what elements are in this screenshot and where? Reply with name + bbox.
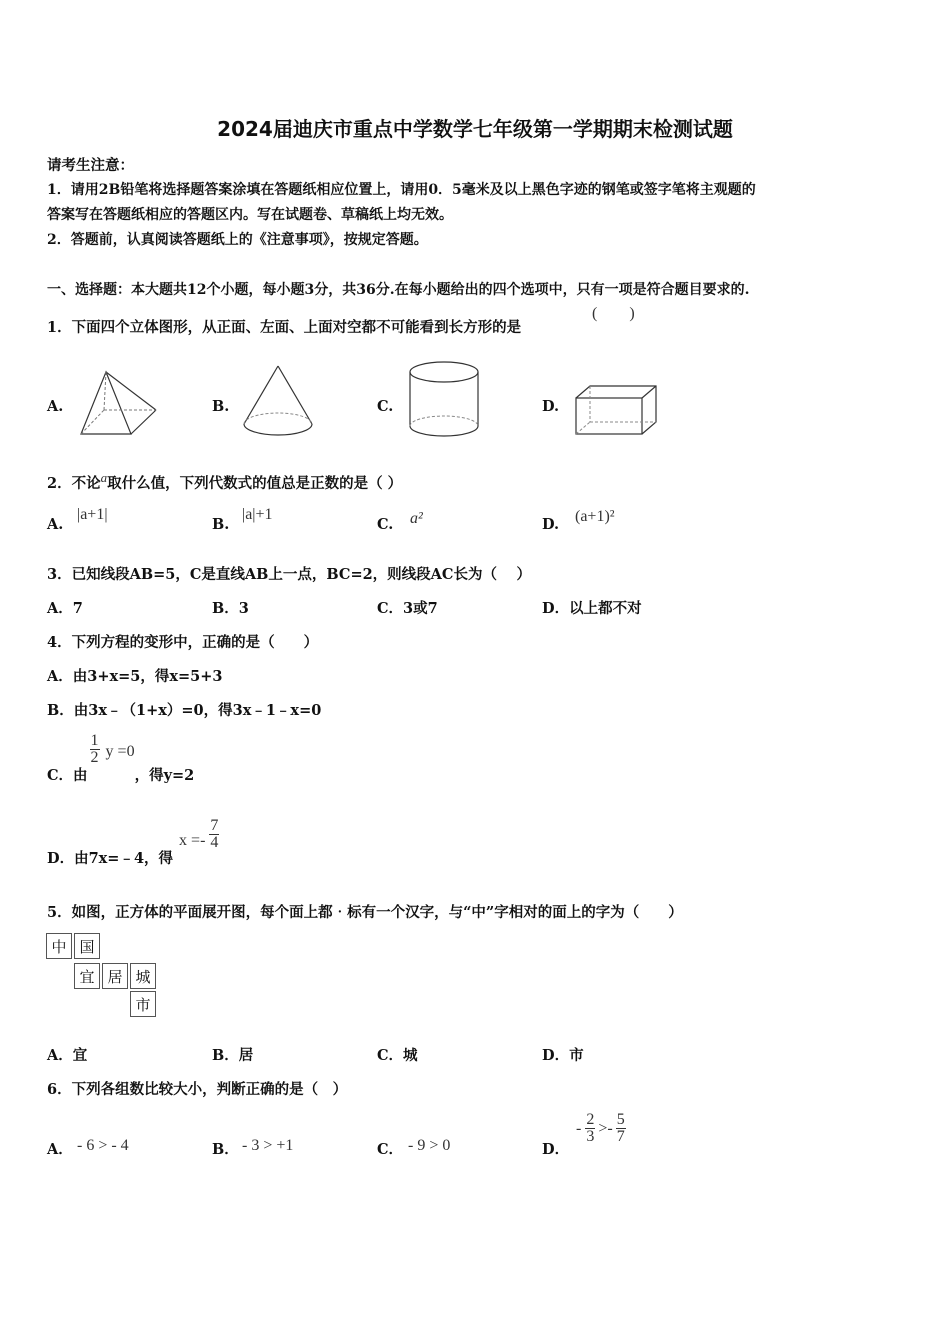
q2-stem bbox=[47, 470, 402, 493]
q6-label-d: D． bbox=[542, 1141, 570, 1158]
q6-option-b: - 3 > +1 bbox=[242, 1137, 294, 1154]
notice-line-1: 1．请用2B铅笔将选择题答案涂填在答题纸相应位置上，请用0．5毫米及以上黑色字迹的钢笔或签字笔将主观题的 bbox=[47, 182, 756, 198]
q2-label-b: B. bbox=[212, 516, 230, 533]
net-cell-ju: 居 bbox=[102, 963, 128, 989]
q6-option-c: - 9 > 0 bbox=[408, 1137, 451, 1154]
q4-d-eq: x =- bbox=[179, 831, 206, 849]
q4-c-den: 2 bbox=[90, 749, 99, 766]
q1-label-b: B. bbox=[212, 398, 230, 415]
q4-d-den: 4 bbox=[210, 834, 219, 851]
net-cell-guo: 国 bbox=[74, 933, 100, 959]
q4-option-b: B．由3x﹣（1+x）=0，得3x﹣1﹣x=0 bbox=[47, 702, 322, 719]
q3-option-d: D．以上都不对 bbox=[542, 600, 642, 617]
q6-stem: 6．下列各组数比较大小，判断正确的是（ ） bbox=[47, 1081, 348, 1098]
cuboid-icon bbox=[572, 380, 662, 440]
net-cell-zhong: 中 bbox=[46, 933, 72, 959]
q4-option-d bbox=[47, 817, 219, 867]
q2-option-b: |a|+1 bbox=[242, 506, 273, 523]
q3-option-a: A．7 bbox=[47, 600, 83, 617]
q1-paren: ( ) bbox=[592, 305, 635, 322]
q4-option-c bbox=[47, 732, 195, 784]
page-title: 2024届迪庆市重点中学数学七年级第一学期期末检测试题 bbox=[217, 117, 733, 141]
q6-d-den-1: 3 bbox=[586, 1128, 595, 1145]
net-cell-shi: 市 bbox=[130, 991, 156, 1017]
notice-heading: 请考生注意： bbox=[47, 157, 134, 174]
q2-option-d: (a+1)² bbox=[575, 508, 615, 525]
q2-label-d: D. bbox=[542, 516, 560, 533]
q1-label-d: D. bbox=[542, 398, 560, 415]
q4-c-post: ，得y=2 bbox=[134, 766, 195, 784]
q5-option-c: C．城 bbox=[377, 1047, 418, 1064]
q1-label-c: C. bbox=[377, 398, 394, 415]
net-cell-yi: 宜 bbox=[74, 963, 100, 989]
q4-option-a: A．由3+x=5，得x=5+3 bbox=[47, 668, 223, 685]
q6-d-den-2: 7 bbox=[616, 1128, 625, 1145]
q1-stem: 1．下面四个立体图形，从正面、左面、上面对空都不可能看到长方形的是 bbox=[47, 319, 522, 336]
q6-label-b: B． bbox=[212, 1141, 239, 1158]
q2-var: a bbox=[100, 470, 108, 485]
q5-option-b: B．居 bbox=[212, 1047, 254, 1064]
q3-option-b: B．3 bbox=[212, 600, 249, 617]
q4-c-eq: y =0 bbox=[105, 742, 135, 760]
q2-label-a: A. bbox=[47, 516, 64, 533]
q4-c-pre: C．由 bbox=[47, 766, 88, 784]
q4-c-num: 1 bbox=[90, 732, 99, 749]
q2-label-c: C. bbox=[377, 516, 394, 533]
q6-d-num-1: 2 bbox=[586, 1111, 595, 1128]
q3-stem: 3．已知线段AB=5，C是直线AB上一点，BC=2，则线段AC长为（ ） bbox=[47, 566, 532, 583]
q6-option-a: - 6 > - 4 bbox=[77, 1137, 129, 1154]
q4-d-fraction bbox=[209, 818, 219, 851]
cone-icon bbox=[240, 362, 316, 440]
q4-d-num: 7 bbox=[210, 817, 219, 834]
q6-d-gt: >- bbox=[598, 1120, 613, 1137]
q6-label-a: A． bbox=[47, 1141, 73, 1158]
q6-label-c: C． bbox=[377, 1141, 404, 1158]
cube-net-figure bbox=[44, 931, 160, 1023]
q6-option-d bbox=[576, 1112, 626, 1145]
q6-d-fraction-1 bbox=[585, 1112, 595, 1145]
q6-d-num-2: 5 bbox=[616, 1111, 625, 1128]
q1-label-a: A. bbox=[47, 398, 64, 415]
q2-option-c: a² bbox=[410, 510, 423, 527]
q5-option-d: D．市 bbox=[542, 1047, 584, 1064]
q6-d-fraction-2 bbox=[616, 1112, 626, 1145]
q3-option-c: C．3或7 bbox=[377, 600, 438, 617]
q2-stem-b: 取什么值，下列代数式的值总是正数的是（ ） bbox=[107, 474, 403, 492]
q5-option-a: A．宜 bbox=[47, 1047, 88, 1064]
q2-stem-a: 2．不论 bbox=[47, 474, 101, 492]
q6-d-sign: - bbox=[576, 1120, 582, 1137]
q5-stem: 5．如图，正方体的平面展开图，每个面上都‧标有一个汉字，与“中”字相对的面上的字为（ ） bbox=[47, 904, 683, 921]
q4-c-fraction bbox=[90, 733, 100, 766]
q4-d-pre: D．由7x=﹣4，得 bbox=[47, 849, 174, 867]
pyramid-icon bbox=[76, 368, 160, 440]
q4-stem: 4．下列方程的变形中，正确的是（ ） bbox=[47, 634, 319, 651]
net-cell-cheng: 城 bbox=[130, 963, 156, 989]
notice-line-2: 2．答题前，认真阅读答题纸上的《注意事项》，按规定答题。 bbox=[47, 232, 428, 248]
cylinder-icon bbox=[406, 358, 482, 442]
q2-option-a: |a+1| bbox=[77, 506, 108, 523]
notice-line-1b: 答案写在答题纸相应的答题区内。写在试题卷、草稿纸上均无效。 bbox=[47, 207, 453, 223]
section-heading: 一、选择题：本大题共12个小题，每小题3分，共36分.在每小题给出的四个选项中，只有一项是符合题目要求的. bbox=[47, 282, 750, 298]
